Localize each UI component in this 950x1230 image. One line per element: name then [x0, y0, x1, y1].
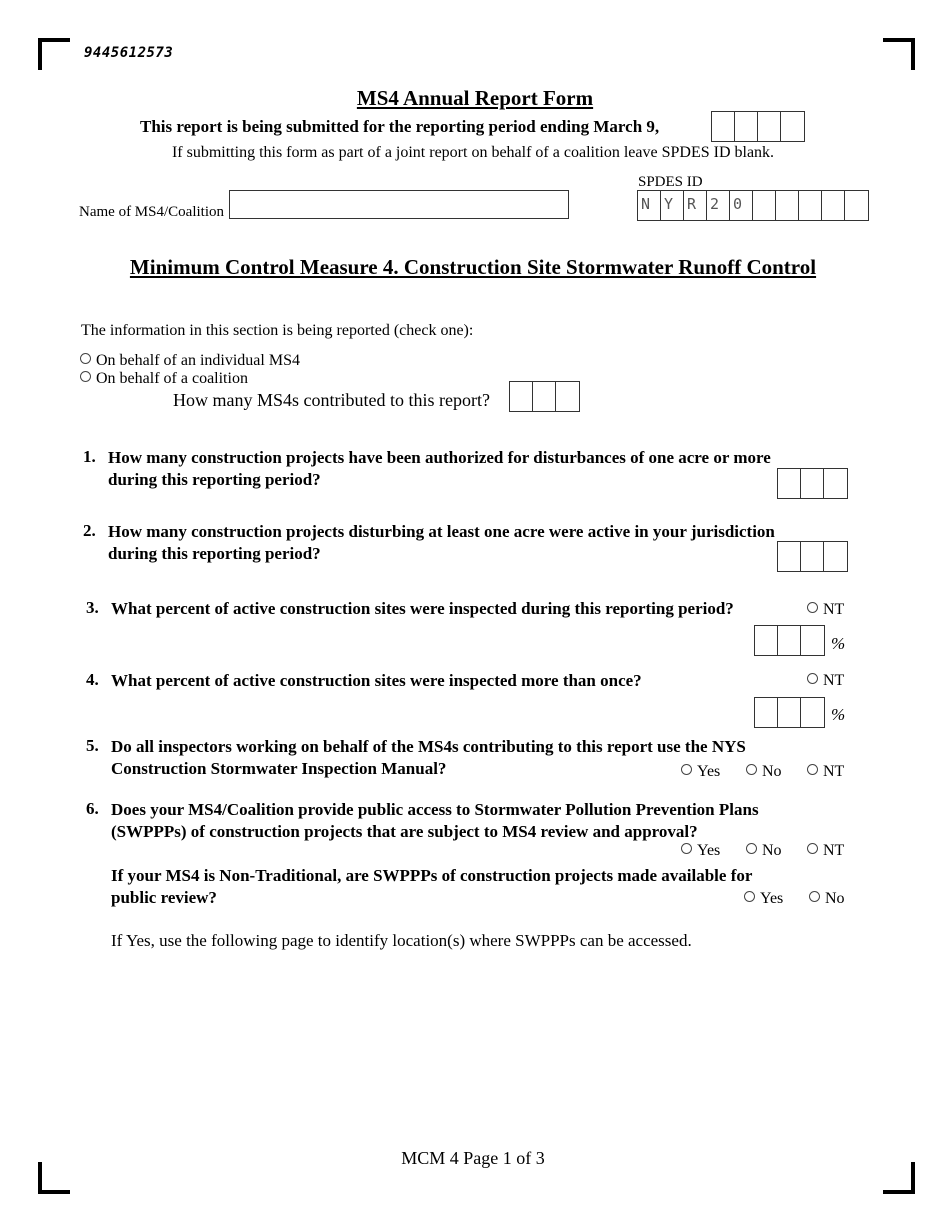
- radio-circle-icon: [807, 843, 818, 854]
- year-digit-box[interactable]: [735, 112, 758, 141]
- year-digit-box[interactable]: [758, 112, 781, 141]
- digit-box[interactable]: [755, 698, 778, 727]
- year-digit-box[interactable]: [781, 112, 804, 141]
- spdes-char-box[interactable]: 2: [707, 191, 730, 220]
- question-3-percent-boxes[interactable]: [754, 625, 825, 656]
- question-5-no-radio[interactable]: No: [746, 763, 782, 781]
- question-6-nt-radio[interactable]: NT: [807, 842, 844, 860]
- digit-box[interactable]: [755, 626, 778, 655]
- digit-box[interactable]: [778, 542, 801, 571]
- question-2-answer-boxes[interactable]: [777, 541, 848, 572]
- year-digit-box[interactable]: [712, 112, 735, 141]
- question-2-text: How many construction projects disturbing at least one acre were active in your jurisdiction during this reporting period?: [108, 522, 775, 563]
- question-1-text: How many construction projects have been authorized for disturbances of one acre or more during this reporting period?: [108, 448, 771, 489]
- spdes-char-box[interactable]: Y: [661, 191, 684, 220]
- question-5-text: Do all inspectors working on behalf of the MS4s contributing to this report use the NYS Construction Stormwater Inspection Manual?: [111, 737, 746, 778]
- question-number: 2.: [83, 521, 96, 540]
- radio-circle-icon: [80, 371, 91, 382]
- question-3-nt-radio[interactable]: NT: [807, 601, 844, 619]
- question-3-text: What percent of active construction sites were inspected during this reporting period?: [111, 599, 734, 618]
- radio-circle-icon: [807, 673, 818, 684]
- reporting-period-text: This report is being submitted for the reporting period ending March 9,: [140, 117, 660, 136]
- question-4-nt-radio[interactable]: NT: [807, 672, 844, 690]
- ms4-count-boxes[interactable]: [509, 381, 580, 412]
- section-title: Minimum Control Measure 4. Construction Site Stormwater Runoff Control: [129, 255, 817, 279]
- digit-box[interactable]: [510, 382, 533, 411]
- followup-no-radio[interactable]: No: [809, 890, 845, 908]
- digit-box[interactable]: [778, 698, 801, 727]
- question-number: 5.: [86, 736, 99, 755]
- question-5-nt-radio[interactable]: NT: [807, 763, 844, 781]
- spdes-id-label: SPDES ID: [638, 174, 703, 190]
- radio-label: On behalf of a coalition: [96, 370, 248, 387]
- question-6-no-radio[interactable]: No: [746, 842, 782, 860]
- spdes-char-box[interactable]: 0: [730, 191, 753, 220]
- corner-mark-top-right: [883, 38, 915, 70]
- question-number: 1.: [83, 447, 96, 466]
- document-id: 9445612573: [84, 45, 174, 61]
- spdes-id-field[interactable]: [637, 190, 869, 221]
- spdes-char-box[interactable]: [845, 191, 868, 220]
- radio-circle-icon: [807, 602, 818, 613]
- radio-individual-ms4[interactable]: [80, 352, 300, 370]
- radio-circle-icon: [681, 843, 692, 854]
- digit-box[interactable]: [778, 469, 801, 498]
- digit-box[interactable]: [801, 626, 824, 655]
- form-title: MS4 Annual Report Form: [356, 86, 594, 110]
- spdes-char-box[interactable]: [776, 191, 799, 220]
- percent-sign: %: [831, 634, 846, 653]
- corner-mark-top-left: [38, 38, 70, 70]
- spdes-char-box[interactable]: [753, 191, 776, 220]
- ms4-count-prompt: How many MS4s contributed to this report?: [173, 390, 490, 410]
- radio-circle-icon: [746, 843, 757, 854]
- question-6-yes-radio[interactable]: Yes: [681, 842, 720, 860]
- question-number: 4.: [86, 670, 99, 689]
- digit-box[interactable]: [556, 382, 579, 411]
- spdes-char-box[interactable]: R: [684, 191, 707, 220]
- joint-report-note: If submitting this form as part of a joint report on behalf of a coalition leave SPDES ID blank.: [171, 144, 775, 161]
- digit-box[interactable]: [778, 626, 801, 655]
- digit-box[interactable]: [533, 382, 556, 411]
- digit-box[interactable]: [801, 469, 824, 498]
- radio-coalition[interactable]: [80, 370, 248, 388]
- followup-yes-radio[interactable]: Yes: [744, 890, 783, 908]
- reporting-behalf-prompt: The information in this section is being reported (check one):: [81, 322, 474, 339]
- digit-box[interactable]: [801, 698, 824, 727]
- radio-circle-icon: [744, 891, 755, 902]
- reporting-year-boxes[interactable]: [711, 111, 805, 142]
- question-number: 3.: [86, 598, 99, 617]
- radio-label: On behalf of an individual MS4: [96, 352, 300, 369]
- question-4-text: What percent of active construction sites were inspected more than once?: [111, 671, 642, 690]
- non-traditional-question-text: If your MS4 is Non-Traditional, are SWPPPs of construction projects made available for public review?: [111, 866, 753, 907]
- question-5-yes-radio[interactable]: Yes: [681, 763, 720, 781]
- radio-circle-icon: [746, 764, 757, 775]
- radio-circle-icon: [681, 764, 692, 775]
- page-footer: MCM 4 Page 1 of 3: [401, 1148, 545, 1168]
- question-6-text: Does your MS4/Coalition provide public access to Stormwater Pollution Prevention Plans (SWPPPs) of construction projects that are subject to MS4 review and approval?: [111, 800, 759, 841]
- radio-circle-icon: [80, 353, 91, 364]
- spdes-char-box[interactable]: [799, 191, 822, 220]
- radio-circle-icon: [807, 764, 818, 775]
- digit-box[interactable]: [824, 469, 847, 498]
- question-1-answer-boxes[interactable]: [777, 468, 848, 499]
- swppp-location-note: If Yes, use the following page to identify location(s) where SWPPPs can be accessed.: [111, 931, 692, 950]
- digit-box[interactable]: [824, 542, 847, 571]
- spdes-char-box[interactable]: N: [638, 191, 661, 220]
- radio-circle-icon: [809, 891, 820, 902]
- name-label: Name of MS4/Coalition: [79, 204, 224, 220]
- question-number: 6.: [86, 799, 99, 818]
- question-4-percent-boxes[interactable]: [754, 697, 825, 728]
- name-of-ms4-input[interactable]: [229, 190, 569, 219]
- spdes-char-box[interactable]: [822, 191, 845, 220]
- digit-box[interactable]: [801, 542, 824, 571]
- percent-sign: %: [831, 705, 846, 724]
